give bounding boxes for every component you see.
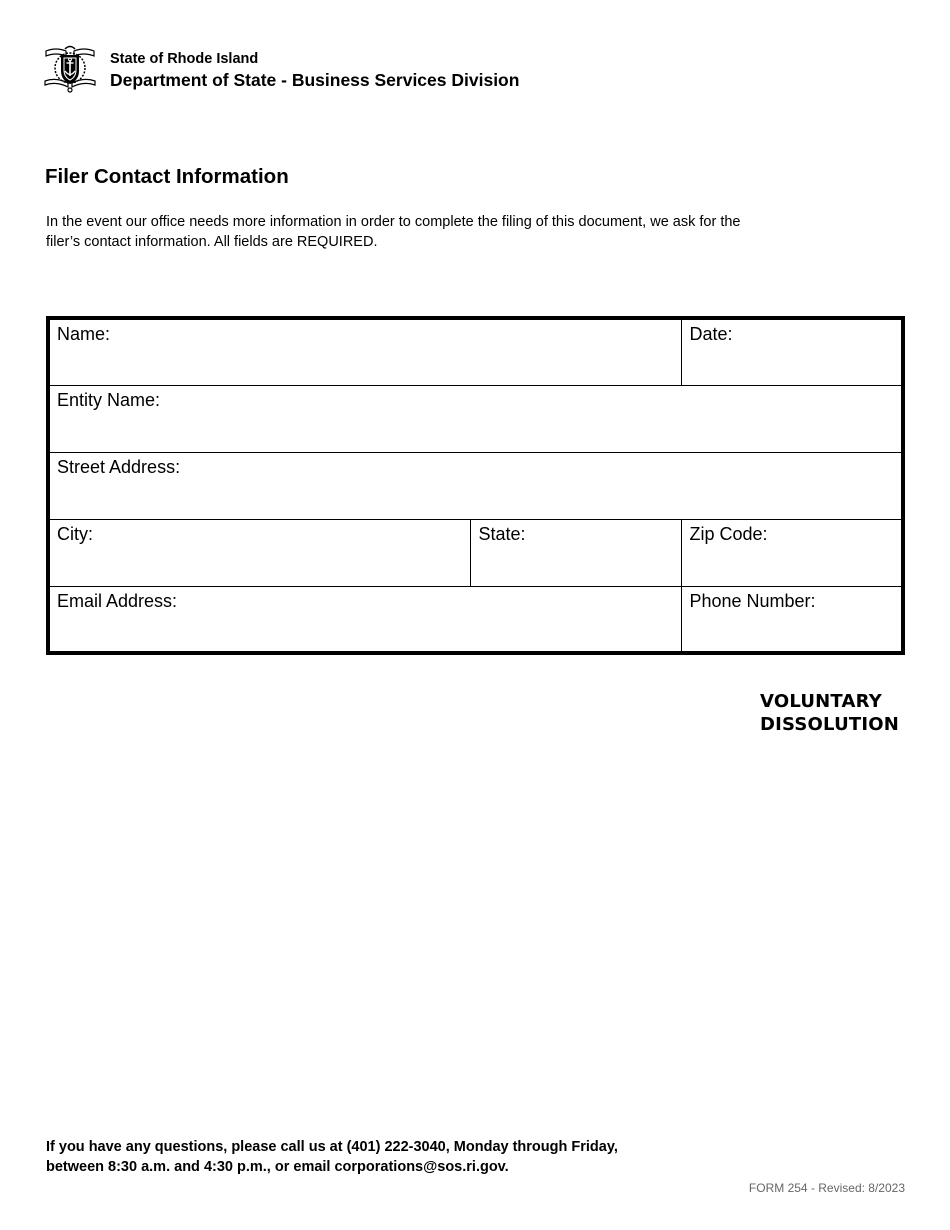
- state-name: State of Rhode Island: [110, 51, 259, 67]
- state-label: State:: [478, 523, 526, 544]
- zip-code-field[interactable]: [682, 519, 903, 586]
- street-address-field[interactable]: [48, 452, 903, 519]
- phone-number-label: Phone Number:: [689, 590, 816, 611]
- street-address-label: Street Address:: [57, 456, 181, 477]
- intro-text: [46, 213, 826, 252]
- table-row: [48, 586, 903, 653]
- table-row: [48, 452, 903, 519]
- entity-name-label: Entity Name:: [57, 389, 161, 410]
- city-label: City:: [57, 523, 93, 544]
- city-field[interactable]: [48, 519, 471, 586]
- page-header: [44, 43, 519, 93]
- date-label: Date:: [689, 324, 733, 344]
- table-row: [48, 318, 903, 385]
- email-address-label: Email Address:: [57, 590, 178, 611]
- stamp-line-1: VOLUNTARY: [760, 691, 882, 712]
- state-field[interactable]: [471, 519, 682, 586]
- footer-line-2: between 8:30 a.m. and 4:30 p.m., or email corporations@sos.ri.gov.: [46, 1158, 509, 1175]
- form-number: FORM 254 - Revised: 8/2023: [748, 1181, 905, 1195]
- phone-number-field[interactable]: [682, 586, 903, 653]
- date-field[interactable]: [682, 318, 903, 385]
- filer-contact-table: [46, 316, 905, 655]
- footer-line-1: If you have any questions, please call us at (401) 222-3040, Monday through Friday,: [46, 1139, 618, 1155]
- footer-contact-note: [46, 1138, 618, 1177]
- state-seal-icon: [44, 43, 96, 93]
- table-row: [48, 385, 903, 452]
- intro-line-2: filer’s contact information. All fields are REQUIRED.: [46, 233, 378, 250]
- department-name: Department of State - Business Services Division: [110, 70, 520, 90]
- section-title: Filer Contact Information: [45, 165, 289, 188]
- table-row: [48, 519, 903, 586]
- name-label: Name:: [57, 324, 111, 344]
- document-type-stamp: [760, 690, 899, 736]
- entity-name-field[interactable]: [48, 385, 903, 452]
- zip-code-label: Zip Code:: [689, 523, 768, 544]
- email-address-field[interactable]: [48, 586, 682, 653]
- name-field[interactable]: [48, 318, 682, 385]
- intro-line-1: In the event our office needs more information in order to complete the filing of this document, we ask for the: [46, 214, 741, 230]
- stamp-line-2: DISSOLUTION: [760, 714, 900, 735]
